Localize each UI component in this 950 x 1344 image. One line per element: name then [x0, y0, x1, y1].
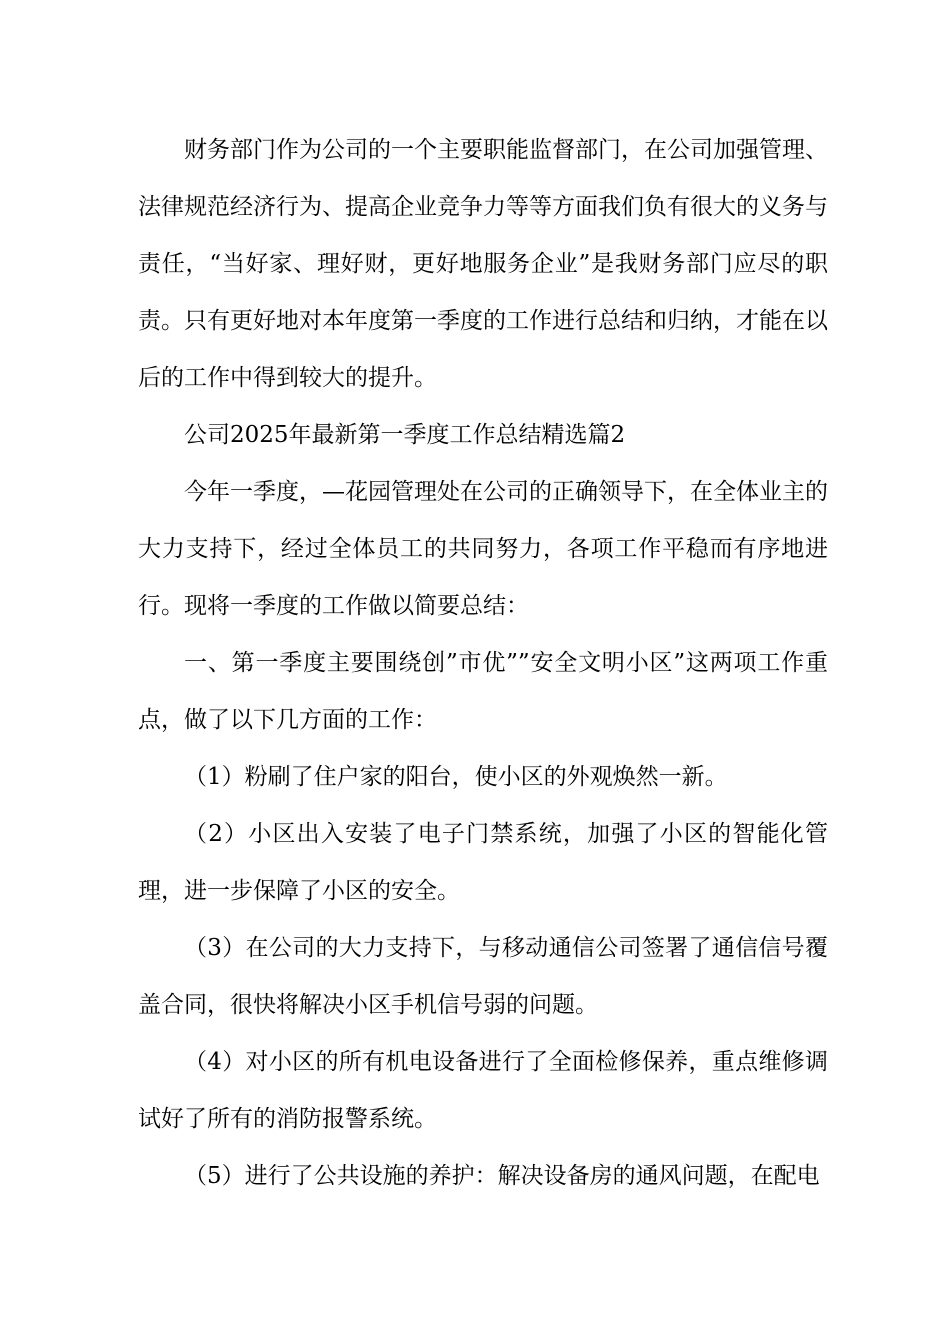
paragraph-q1-intro: 今年一季度，—花园管理处在公司的正确领导下，在全体业主的大力支持下，经过全体员工的共同努力，各项工作平稳而有序地进行。现将一季度的工作做以简要总结： [138, 479, 828, 619]
list-item-1: （1）粉刷了住户家的阳台，使小区的外观焕然一新。 [184, 764, 728, 790]
list-item-3: （3）在公司的大力支持下，与移动通信公司签署了通信信号覆盖合同，很快将解决小区手机信号弱的问题。 [138, 935, 828, 1018]
list-item-4: （4）对小区的所有机电设备进行了全面检修保养，重点维修调试好了所有的消防报警系统。 [138, 1049, 828, 1132]
section-heading: 公司2025年最新第一季度工作总结精选篇2 [184, 422, 626, 448]
list-item-5: （5）进行了公共设施的养护：解决设备房的通风问题，在配电 [184, 1163, 820, 1189]
paragraph-section-one: 一、第一季度主要围绕创”市优””安全文明小区”这两项工作重点，做了以下几方面的工作： [138, 650, 828, 733]
list-item-2: （2）小区出入安装了电子门禁系统，加强了小区的智能化管理，进一步保障了小区的安全。 [138, 821, 828, 904]
paragraph-finance-intro: 财务部门作为公司的一个主要职能监督部门，在公司加强管理、法律规范经济行为、提高企业竞争力等等方面我们负有很大的义务与责任，“当好家、理好财，更好地服务企业”是我财务部门应尽的职责。只有更好地对本年度第一季度的工作进行总结和归纳，才能在以后的工作中得到较大的提升。 [138, 137, 828, 391]
document-body [138, 122, 828, 1205]
